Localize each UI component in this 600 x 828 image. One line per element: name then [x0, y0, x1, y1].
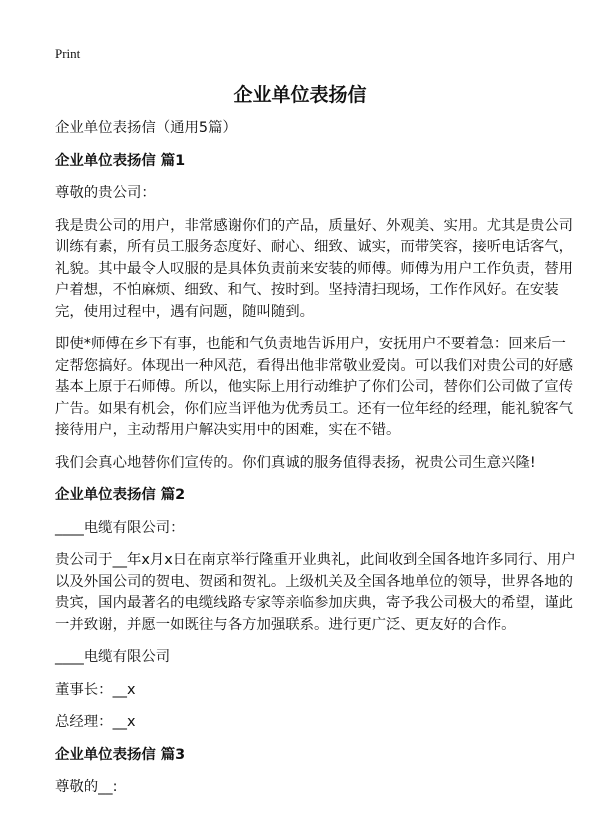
- paragraph: 尊敬的__:: [55, 779, 118, 795]
- paragraph: 尊敬的贵公司：: [55, 185, 156, 201]
- section-heading: 企业单位表扬信 篇2: [55, 487, 186, 503]
- paragraph: ____电缆有限公司：: [55, 519, 185, 536]
- subtitle: 企业单位表扬信（通用5篇）: [55, 120, 237, 136]
- paragraph: 总经理：__x: [55, 714, 136, 730]
- print-link[interactable]: Print: [55, 46, 81, 61]
- paragraph: 贵公司于__年x月x日在南京举行隆重开业典礼，此间收到全国各地许多同行、用户以及外国公司的贺电、贺函和贺礼。上级机关及全国各地单位的领导，世界各地的贵宾，国内最著名的电缆线路专家等亲临参加庆典，寄予我公司极大的希望，谨此一并致谢，并愿一如既往与各方加强联系。进行更广泛、更友好的合作。: [55, 552, 576, 633]
- paragraph: 我是贵公司的用户，非常感谢你们的产品，质量好、外观美、实用。尤其是贵公司训练有素，所有员工服务态度好、耐心、细致、诚实，而带笑容，接听电话客气，礼貌。其中最令人叹服的是具体负责前来安装的师傅。师傅为用户工作负责，替用户着想，不怕麻烦、细致、和气、按时到。坚持清扫现场，工作作风好。在安装完，使用过程中，遇有问题，随叫随到。: [55, 217, 574, 320]
- page-title: 企业单位表扬信: [233, 84, 367, 106]
- paragraph: 董事长：__x: [55, 681, 136, 698]
- section-heading: 企业单位表扬信 篇1: [55, 152, 186, 169]
- section-heading: 企业单位表扬信 篇3: [55, 746, 186, 763]
- paragraph: ____电缆有限公司: [55, 649, 171, 665]
- paragraph: 我们会真心地替你们宣传的。你们真诚的服务值得表扬，祝贵公司生意兴隆!: [55, 454, 536, 471]
- document-body: [55, 118, 579, 810]
- paragraph: 即使*师傅在乡下有事，也能和气负责地告诉用户，安抚用户不要着急：回来后一定帮您搞好。体现出一种风范，看得出他非常敬业爱岗。可以我们对贵公司的好感基本上原于石师傅。所以，他实际上用行动维护了你们公司，替你们公司做了宣传广告。如果有机会，你们应当评他为优秀员工。还有一位年经的经理，能礼貌客气接待用户，主动帮用户解决实用中的困难，实在不错。: [55, 336, 574, 438]
